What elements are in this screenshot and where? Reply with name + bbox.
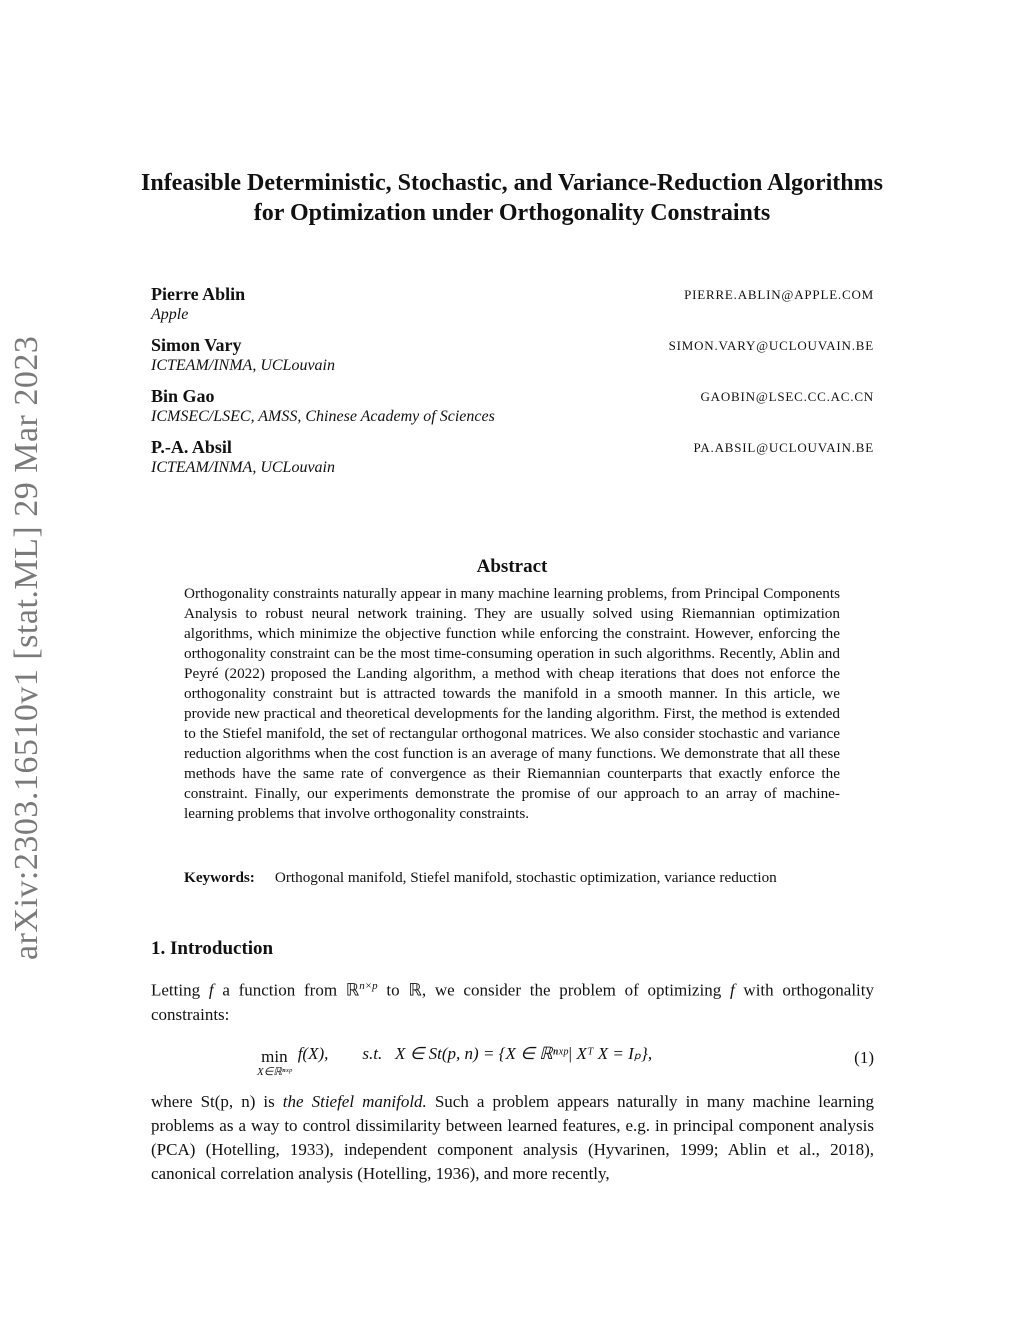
text-run: to ℝ, we consider the problem of optimizing [377,980,730,1000]
author-affiliation: ICTEAM/INMA, UCLouvain [151,459,335,476]
arxiv-side-stamp: arXiv:2303.16510v1 [stat.ML] 29 Mar 2023 [8,335,45,960]
math-f: f [208,980,214,1000]
author-entry [151,284,874,325]
author-name: Simon Vary [151,335,242,355]
author-affiliation: ICMSEC/LSEC, AMSS, Chinese Academy of Sciences [151,408,495,425]
paper-title: Infeasible Deterministic, Stochastic, and Variance-Reduction Algorithms for Optimization under Orthogonality Constraints [141,170,883,226]
section-heading-introduction: 1. Introduction [151,938,274,959]
author-name: Pierre Ablin [151,284,246,304]
text-run: Such a problem appears naturally in many machine learning problems as a way to control dissimilarity between learned features, e.g. in principal component analysis (PCA) (Hotelling, 1933), independent component analysis (Hyvarinen, 1999; Ablin et al., 2018), canonical correlation analysis (Hotelling, 1936), and more recently, [151,1092,874,1183]
equation-1 [151,1044,874,1084]
min-subscript: X∈ℝⁿˣᵖ [257,1066,292,1078]
abstract-heading: Abstract [476,556,548,577]
keywords [184,868,840,888]
author-affiliation: Apple [151,306,189,323]
author-entry [151,335,874,376]
author-email: PA.ABSIL@UCLOUVAIN.BE [693,440,874,455]
keywords-text: Orthogonal manifold, Stiefel manifold, stochastic optimization, variance reduction [274,869,777,886]
author-affiliation: ICTEAM/INMA, UCLouvain [151,357,335,374]
abstract-text: Orthogonality constraints naturally appear in many machine learning problems, from Principal Components Analysis to robust neural network training. They are usually solved using Riemannian optimization algorithms, which minimize the objective function while enforcing the constraint. However, enforcing the orthogonality constraint can be the most time-consuming operation in such algorithms. Recently, Ablin and Peyré (2022) proposed the Landing algorithm, a method with cheap iterations that does not enforce the orthogonality constraint but is attracted towards the manifold in a smooth manner. In this article, we provide new practical and theoretical developments for the landing algorithm. First, the method is extended to the Stiefel manifold, the set of rectangular orthogonal matrices. We also consider stochastic and variance reduction algorithms when the cost function is an average of many functions. We demonstrate that all these methods have the same rate of convergence as their Riemannian counterparts that exactly enforce the constraint. Finally, our experiments demonstrate the promise of our approach to an array of machine-learning problems that involve orthogonality constraints. [184,585,840,822]
math-superscript: n×p [359,980,378,992]
author-email: SIMON.VARY@UCLOUVAIN.BE [668,338,874,353]
math-f: f [729,980,735,1000]
intro-paragraph-1 [151,974,874,1027]
author-entry [151,437,874,478]
author-name: P.-A. Absil [151,437,232,457]
keywords-label: Keywords: [184,869,255,886]
min-operator [257,1048,292,1078]
text-run: Letting [151,980,209,1000]
author-list [151,284,874,488]
author-email: PIERRE.ABLIN@APPLE.COM [684,287,874,302]
equation-body [257,1044,653,1078]
text-run: a function from ℝ [213,980,360,1000]
equation-expression: f(X), s.t. X ∈ St(p, n) = {X ∈ ℝⁿˣᵖ| Xᵀ X = Iₚ}, [297,1044,653,1063]
equation-number: (1) [854,1048,874,1067]
author-entry [151,386,874,427]
author-name: Bin Gao [151,386,215,406]
emphasis: the Stiefel manifold. [282,1092,427,1111]
author-email: GAOBIN@LSEC.CC.AC.CN [700,389,874,404]
text-run: with orthogonality constraints: [151,980,874,1024]
text-run: where St(p, n) is [151,1092,283,1111]
min-text: min [261,1047,288,1066]
intro-paragraph-2 [151,1090,874,1186]
